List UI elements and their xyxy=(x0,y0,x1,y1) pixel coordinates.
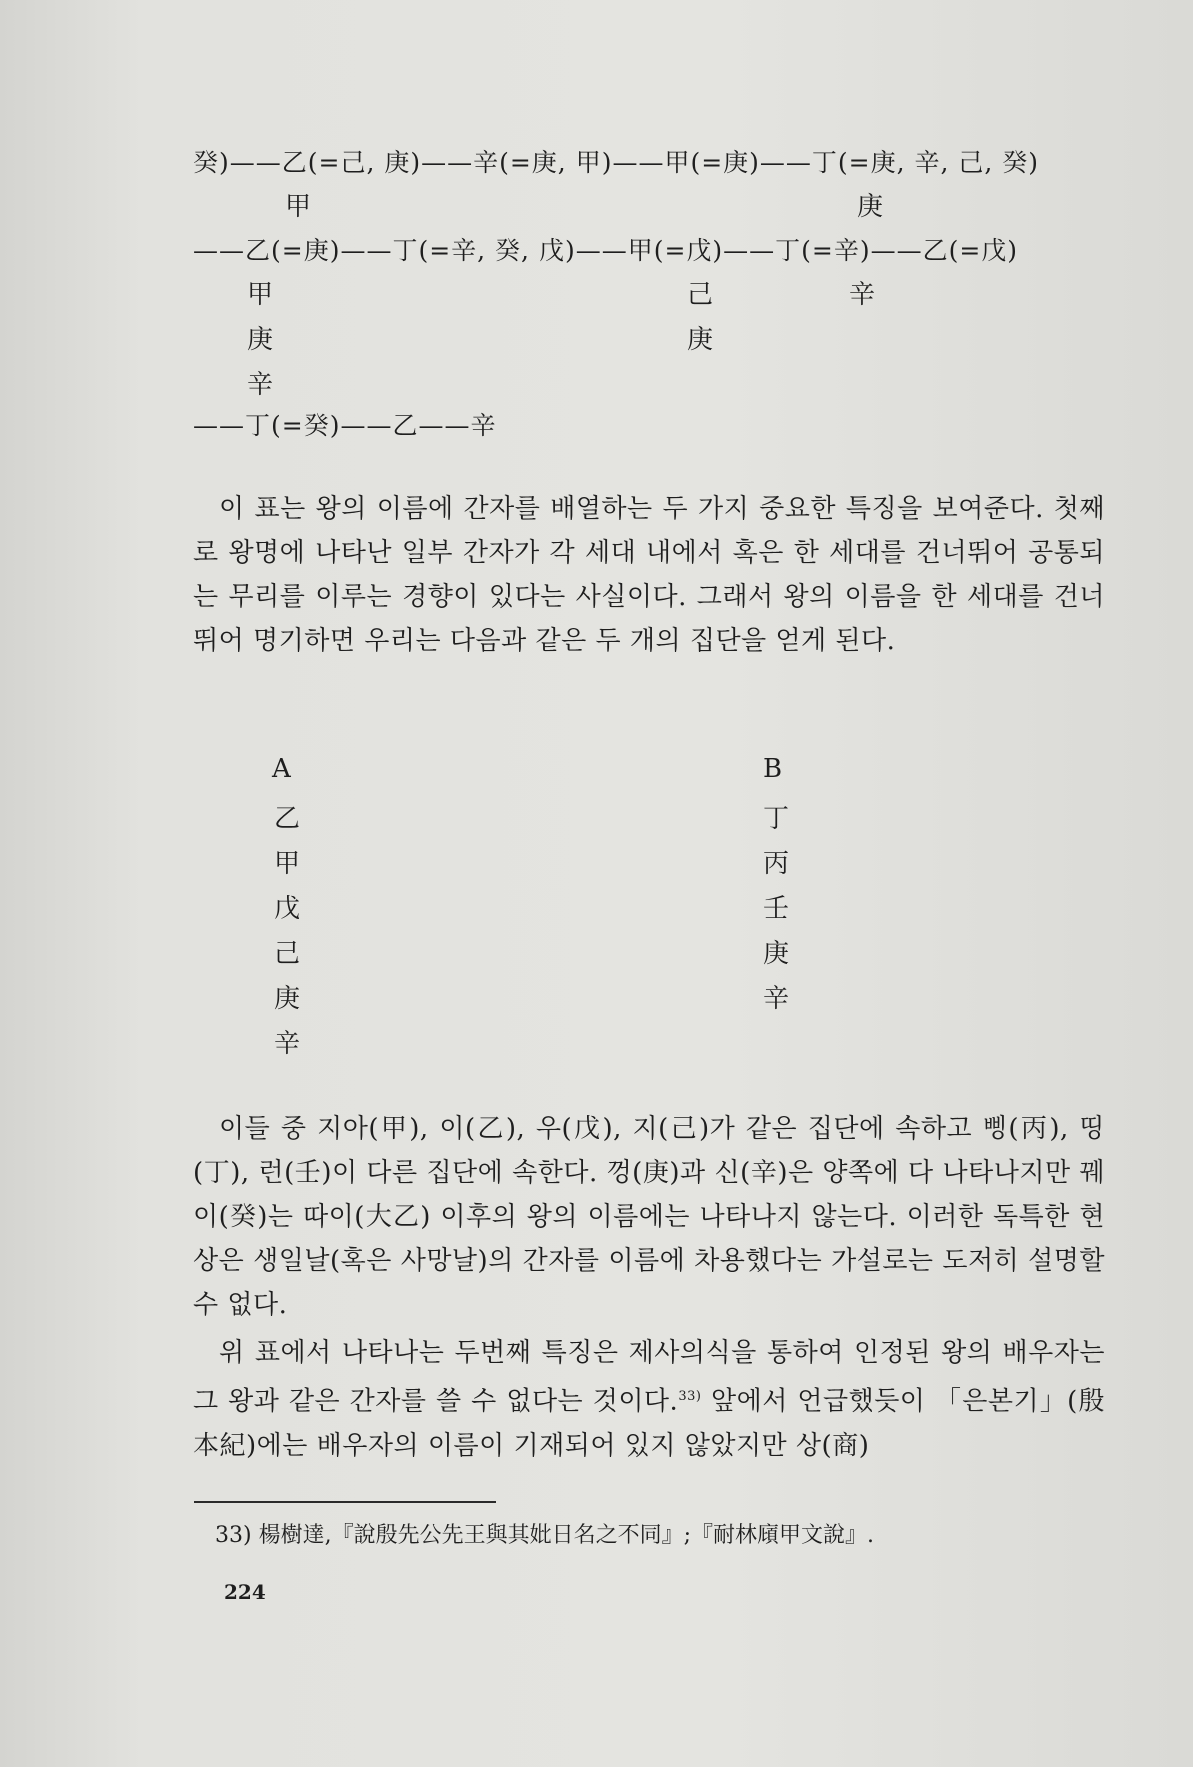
genealogy-sub: 辛 xyxy=(247,370,274,400)
group-b-item: 庚 xyxy=(763,939,790,969)
paragraph-3-text xyxy=(193,1331,1105,1468)
paragraph-3-part-2: 앞에서 언급했듯이 「은본기」(殷本紀)에는 배우자의 이름이 기재되어 있지 않았지만 상(商) xyxy=(193,1386,1105,1461)
group-a-item: 乙 xyxy=(274,804,301,834)
paragraph-3-part-1: 위 표에서 나타나는 두번째 특징은 제사의식을 통하여 인정된 왕의 배우자는 그 왕과 같은 간자를 쓸 수 없다는 것이다. xyxy=(193,1338,1105,1417)
genealogy-sub: 庚 xyxy=(687,325,714,355)
page-number: 224 xyxy=(224,1580,266,1604)
group-b-item: 丙 xyxy=(763,849,790,879)
paragraph-1 xyxy=(193,487,1105,663)
genealogy-row-2: ——乙(=庚)——丁(=辛, 癸, 戊)——甲(=戊)——丁(=辛)——乙(=戊) xyxy=(193,236,1019,265)
group-a-label: A xyxy=(272,754,291,784)
footnote-33: 33) 楊樹達,『說殷先公先王與其妣日名之不同』;『耐林廎甲文說』. xyxy=(215,1523,874,1548)
group-b-item: 丁 xyxy=(763,804,790,834)
genealogy-row-1: 癸)——乙(=己, 庚)——辛(=庚, 甲)——甲(=庚)——丁(=庚, 辛, 己, 癸) xyxy=(193,148,1040,177)
genealogy-sub: 己 xyxy=(687,280,714,310)
paragraph-2 xyxy=(193,1107,1105,1327)
paragraph-1-text: 이 표는 왕의 이름에 간자를 배열하는 두 가지 중요한 특징을 보여준다. 첫째로 왕명에 나타난 일부 간자가 각 세대 내에서 혹은 한 세대를 건너뛰어 공통되는 무리를 이루는 경향이 있다는 사실이다. 그래서 왕의 이름을 한 세대를 건너뛰어 명기하면 우리는 다음과 같은 두 개의 집단을 얻게 된다. xyxy=(193,494,1105,656)
group-a-item: 辛 xyxy=(274,1029,301,1059)
genealogy-sub: 庚 xyxy=(857,192,884,222)
group-b-label: B xyxy=(763,754,783,784)
paragraph-2-text: 이들 중 지아(甲), 이(乙), 우(戊), 지(己)가 같은 집단에 속하고 삥(丙), 띵(丁), 런(壬)이 다른 집단에 속한다. 껑(庚)과 신(辛)은 양쪽에 다 나타나지만 꿰이(癸)는 따이(大乙) 이후의 왕의 이름에는 나타나지 않는다. 이러한 독특한 현상은 생일날(혹은 사망날)의 간자를 이름에 차용했다는 가설로는 도저히 설명할 수 없다. xyxy=(193,1114,1105,1320)
genealogy-sub: 辛 xyxy=(849,280,876,310)
paragraph-3 xyxy=(193,1331,1105,1468)
footnote-reference[interactable]: 33) xyxy=(678,1389,702,1404)
group-a-item: 庚 xyxy=(274,984,301,1014)
group-a-item: 戊 xyxy=(274,894,301,924)
genealogy-sub: 庚 xyxy=(247,325,274,355)
group-b-item: 壬 xyxy=(763,894,790,924)
genealogy-sub: 甲 xyxy=(247,280,274,310)
group-a-item: 己 xyxy=(274,939,301,969)
group-a-item: 甲 xyxy=(274,849,301,879)
footnote-divider xyxy=(194,1501,496,1503)
group-b-item: 辛 xyxy=(763,984,790,1014)
genealogy-row-3: ——丁(=癸)——乙——辛 xyxy=(193,411,497,440)
genealogy-sub: 甲 xyxy=(285,192,312,222)
